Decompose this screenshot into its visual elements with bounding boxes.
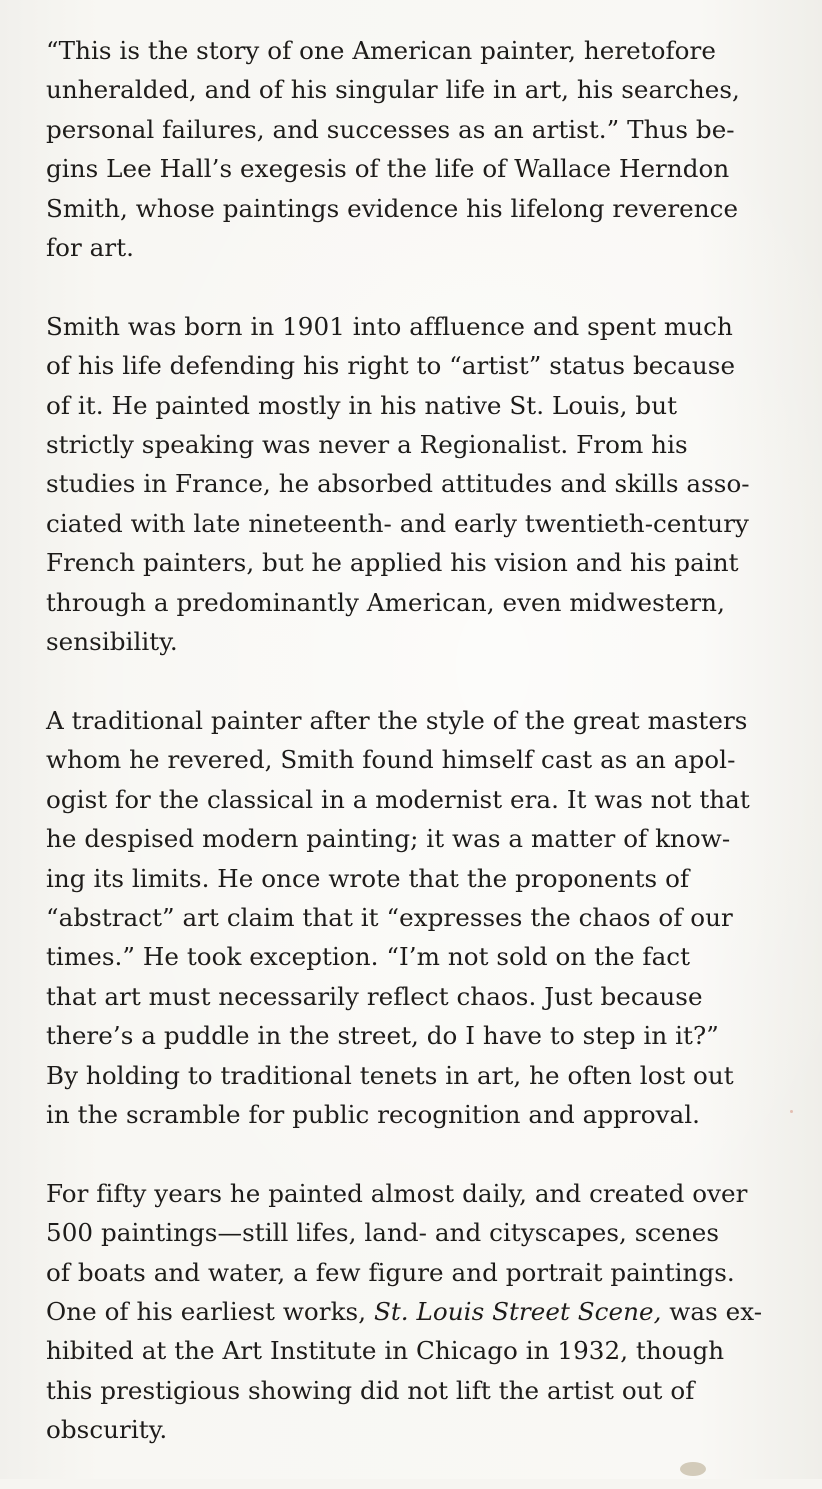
text-line: this prestigious showing did not lift the artist out of <box>46 1375 695 1405</box>
text-line: that art must necessarily reflect chaos. Just because <box>46 981 703 1011</box>
text-line: Smith was born in 1901 into affluence and spent much <box>46 311 733 341</box>
text-line-with-title <box>46 1292 798 1331</box>
text-line: ciated with late nineteenth- and early twentieth-century <box>46 508 749 538</box>
text-line: whom he revered, Smith found himself cast as an apol- <box>46 745 736 775</box>
text-line: he despised modern painting; it was a matter of know- <box>46 824 731 854</box>
paragraph-3 <box>46 701 798 1134</box>
text-line: gins Lee Hall’s exegesis of the life of Wallace Herndon <box>46 154 730 184</box>
paragraph-1 <box>46 31 798 267</box>
text-line: obscurity. <box>46 1415 168 1445</box>
text-line: for art. <box>46 233 135 263</box>
text-line: “This is the story of one American painter, heretofore <box>46 36 716 65</box>
text-line: sensibility. <box>46 627 178 657</box>
text-line: A traditional painter after the style of the great masters <box>46 705 748 735</box>
text-line: ogist for the classical in a modernist era. It was not that <box>46 784 750 814</box>
text-line: ing its limits. He once wrote that the proponents of <box>46 863 690 893</box>
text-line: of it. He painted mostly in his native St. Louis, but <box>46 390 678 420</box>
artwork-title: St. Louis Street Scene, <box>373 1296 662 1326</box>
text-line: in the scramble for public recognition and approval. <box>46 1099 701 1129</box>
text-line: studies in France, he absorbed attitudes and skills asso- <box>46 469 750 499</box>
text-line: 500 paintings—still lifes, land- and cityscapes, scenes <box>46 1218 720 1248</box>
text-line: times.” He took exception. “I’m not sold on the fact <box>46 942 691 972</box>
text-line: through a predominantly American, even midwestern, <box>46 587 725 617</box>
text-line: For fifty years he painted almost daily, and created over <box>46 1178 748 1208</box>
paragraph-2 <box>46 307 798 662</box>
paragraph-4 <box>46 1174 798 1450</box>
text-line: strictly speaking was never a Regionalist. From his <box>46 430 688 460</box>
paper-speck <box>790 1110 793 1113</box>
text-segment: was ex- <box>661 1296 763 1326</box>
text-column <box>46 31 798 1489</box>
text-line: unheralded, and of his singular life in art, his searches, <box>46 75 740 105</box>
text-line: By holding to traditional tenets in art, he often lost out <box>46 1060 734 1090</box>
text-line: of his life defending his right to “artist” status because <box>46 351 736 381</box>
text-line: Smith, whose paintings evidence his lifelong reverence <box>46 193 739 223</box>
text-line: personal failures, and successes as an artist.” Thus be- <box>46 114 735 144</box>
text-line: there’s a puddle in the street, do I have to step in it?” <box>46 1021 719 1051</box>
text-line: “abstract” art claim that it “expresses the chaos of our <box>46 902 733 932</box>
text-segment: One of his earliest works, <box>46 1296 374 1326</box>
paper-speck <box>680 1462 706 1476</box>
text-line: hibited at the Art Institute in Chicago in 1932, though <box>46 1336 725 1366</box>
text-line: of boats and water, a few figure and portrait paintings. <box>46 1257 735 1287</box>
text-line: French painters, but he applied his vision and his paint <box>46 548 739 578</box>
